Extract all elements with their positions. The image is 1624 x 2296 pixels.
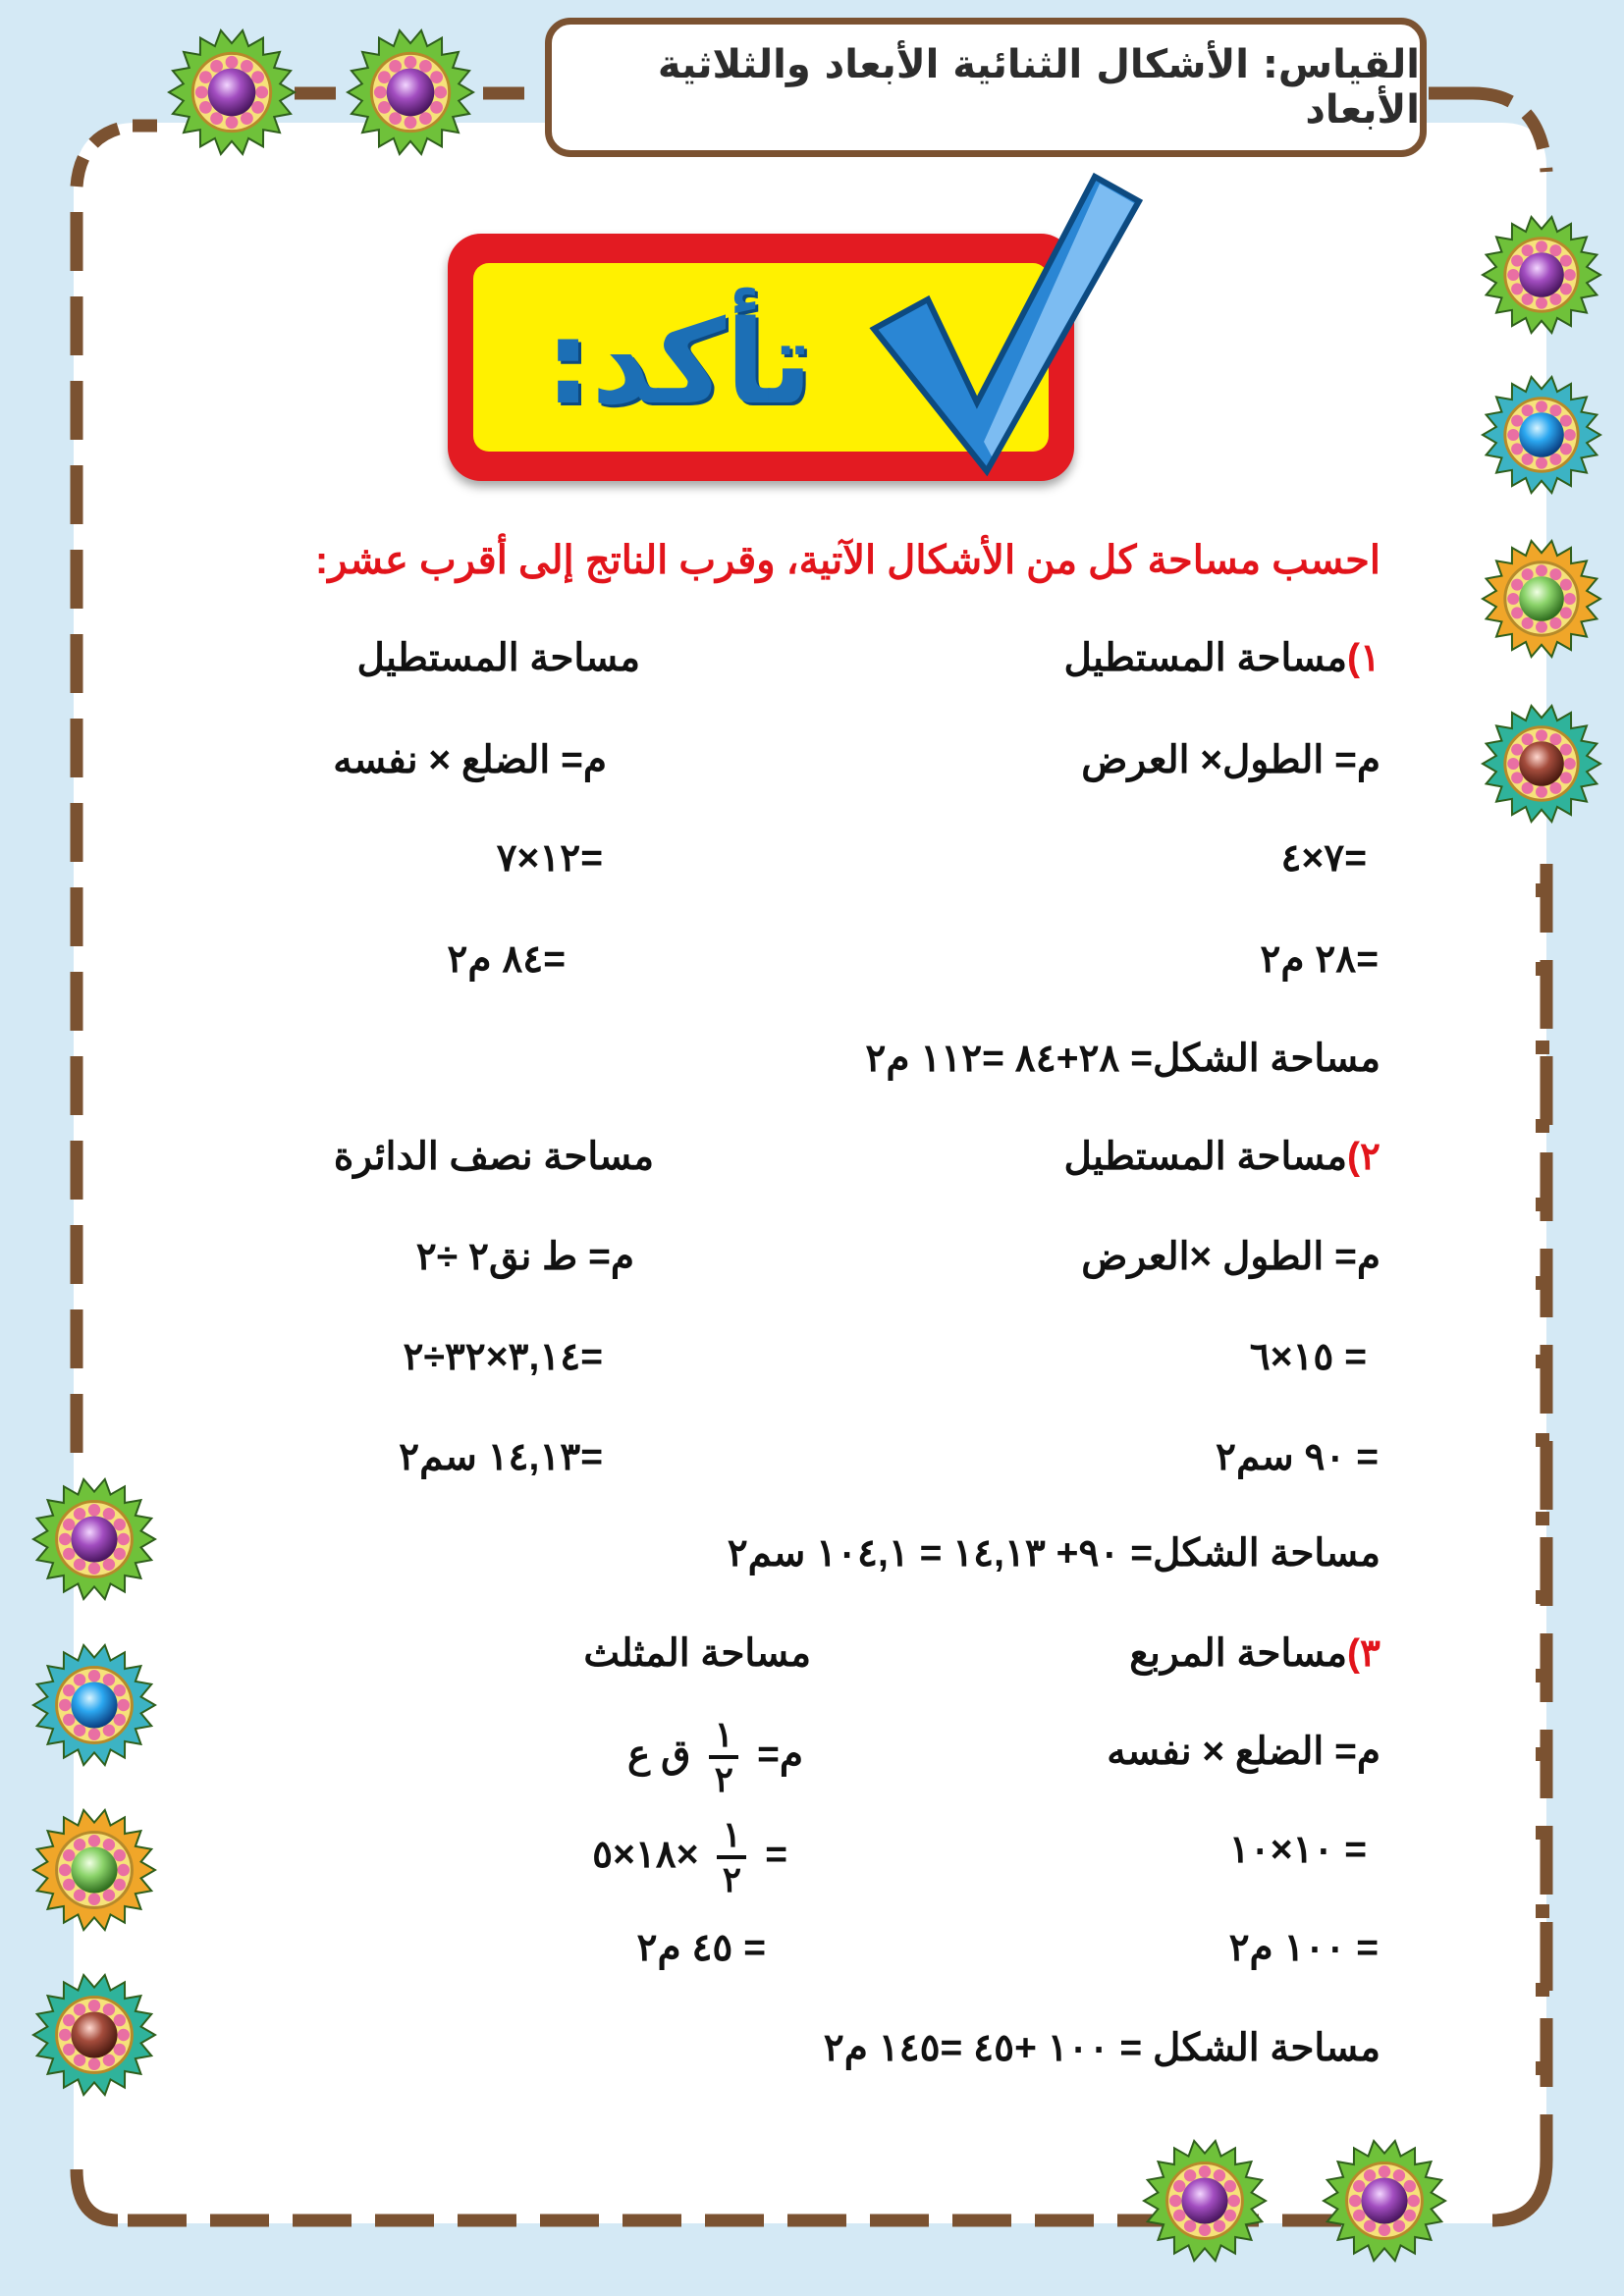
problem2-right-title: ٢)مساحة المستطيل <box>1063 1136 1380 1178</box>
problem1-left-title: مساحة المستطيل <box>356 637 640 679</box>
problem1-left-formula: م= الضلع × نفسه <box>333 739 607 781</box>
problem3-right-formula: م= الضلع × نفسه <box>1107 1731 1380 1773</box>
header-box <box>545 18 1427 157</box>
problem1-left-sub: =١٢×٧ <box>496 837 603 880</box>
problem1-right-sub: =٧×٤ <box>1280 837 1367 880</box>
half-fraction: $\frac{١}{٢}$ <box>709 1716 738 1798</box>
problem2-total: مساحة الشكل= ٩٠+ ١٤,١٣ = ١٠٤,١ سم٢ <box>727 1532 1380 1575</box>
instruction: احسب مساحة كل من الأشكال الآتية، وقرب الناتج إلى أقرب عشر: <box>314 539 1380 582</box>
problem2-right-result: = ٩٠ سم٢ <box>1216 1436 1379 1478</box>
problem3-left-result: = ٤٥ م٢ <box>636 1927 766 1969</box>
problem1-left-result: =٨٤ م٢ <box>447 938 566 981</box>
problem3-left-title: مساحة المثلث <box>583 1632 811 1675</box>
problem2-left-sub: =٣,١٤×٣٢÷٢ <box>403 1336 603 1378</box>
problem1-right-result: =٢٨ م٢ <box>1260 938 1379 981</box>
badge-label: تأكد: <box>545 294 813 430</box>
problem3-left-formula: م= $\frac{١}{٢}$ ق ع <box>627 1714 803 1799</box>
problem2-left-formula: م= ط نق٢ ÷٢ <box>415 1236 634 1278</box>
problem1-number: ١) <box>1347 637 1380 679</box>
problem3-left-sub: = $\frac{١}{٢}$ ×١٨×٥ <box>592 1814 787 1899</box>
problem1-right-title: ١)مساحة المستطيل <box>1063 637 1380 679</box>
problem2-left-title: مساحة نصف الدائرة <box>333 1136 654 1178</box>
problem2-left-result: =١٤,١٣ سم٢ <box>399 1436 603 1478</box>
problem3-total: مساحة الشكل = ١٠٠ +٤٥ =١٤٥ م٢ <box>823 2027 1380 2069</box>
problem2-right-sub: = ١٥×٦ <box>1249 1336 1367 1378</box>
problem2-right-formula: م= الطول ×العرض <box>1081 1236 1380 1278</box>
problem3-number: ٣) <box>1347 1632 1380 1675</box>
problem3-right-title: ٣)مساحة المربع <box>1129 1632 1380 1675</box>
half-fraction-2: $\frac{١}{٢}$ <box>717 1816 746 1898</box>
problem1-total: مساحة الشكل= ٢٨+٨٤ =١١٢ م٢ <box>865 1038 1380 1080</box>
problem3-right-result: = ١٠٠ م٢ <box>1228 1927 1379 1969</box>
problem2-number: ٢) <box>1347 1136 1380 1178</box>
checkmark-icon <box>854 162 1149 481</box>
page-title: القياس: الأشكال الثنائية الأبعاد والثلاثية الأبعاد <box>657 42 1420 133</box>
problem3-right-sub: = ١٠×١٠ <box>1228 1829 1367 1871</box>
problem1-right-formula: م= الطول× العرض <box>1081 739 1380 781</box>
